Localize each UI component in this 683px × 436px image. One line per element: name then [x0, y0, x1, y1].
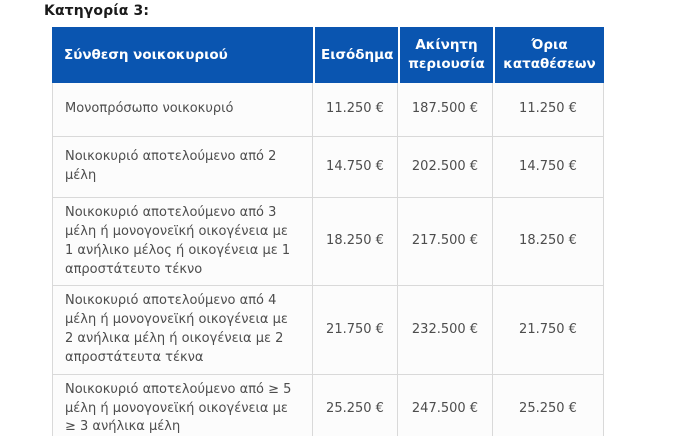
column-header-income: Εισόδημα [313, 27, 398, 83]
deposits-cell: 11.250 € [493, 83, 604, 137]
table-body [52, 83, 604, 436]
category-3-table [52, 27, 604, 436]
income-cell: 14.750 € [313, 137, 398, 198]
income-cell: 18.250 € [313, 198, 398, 286]
table-header [52, 27, 604, 83]
page-title: Κατηγορία 3: [44, 3, 150, 19]
table-row [52, 286, 604, 374]
property-cell: 232.500 € [398, 286, 493, 374]
property-cell: 202.500 € [398, 137, 493, 198]
household-cell: Νοικοκυριό αποτελούμενο από ≥ 5 μέλη ή μονογονεϊκή οικογένεια με ≥ 3 ανήλικα μέλη [52, 375, 313, 436]
table-row [52, 375, 604, 436]
property-cell: 187.500 € [398, 83, 493, 137]
column-header-household: Σύνθεση νοικοκυριού [52, 27, 313, 83]
deposits-cell: 14.750 € [493, 137, 604, 198]
household-cell: Μονοπρόσωπο νοικοκυριό [52, 83, 313, 137]
household-cell: Νοικοκυριό αποτελούμενο από 3 μέλη ή μονογονεϊκή οικογένεια με 1 ανήλικο μέλος ή οικογένεια με 1 απροστάτευτο τέκνο [52, 198, 313, 286]
income-cell: 21.750 € [313, 286, 398, 374]
income-cell: 25.250 € [313, 375, 398, 436]
column-header-property: Ακίνητη περιουσία [398, 27, 493, 83]
property-cell: 247.500 € [398, 375, 493, 436]
household-cell: Νοικοκυριό αποτελούμενο από 4 μέλη ή μονογονεϊκή οικογένεια με 2 ανήλικα μέλη ή οικογένεια με 2 απροστάτευτα τέκνα [52, 286, 313, 374]
property-cell: 217.500 € [398, 198, 493, 286]
column-header-deposits: Όρια καταθέσεων [493, 27, 604, 83]
header-row [52, 27, 604, 83]
deposits-cell: 25.250 € [493, 375, 604, 436]
income-cell: 11.250 € [313, 83, 398, 137]
table-row [52, 198, 604, 286]
household-cell: Νοικοκυριό αποτελούμενο από 2 μέλη [52, 137, 313, 198]
deposits-cell: 21.750 € [493, 286, 604, 374]
deposits-cell: 18.250 € [493, 198, 604, 286]
table-row [52, 137, 604, 198]
table-row [52, 83, 604, 137]
